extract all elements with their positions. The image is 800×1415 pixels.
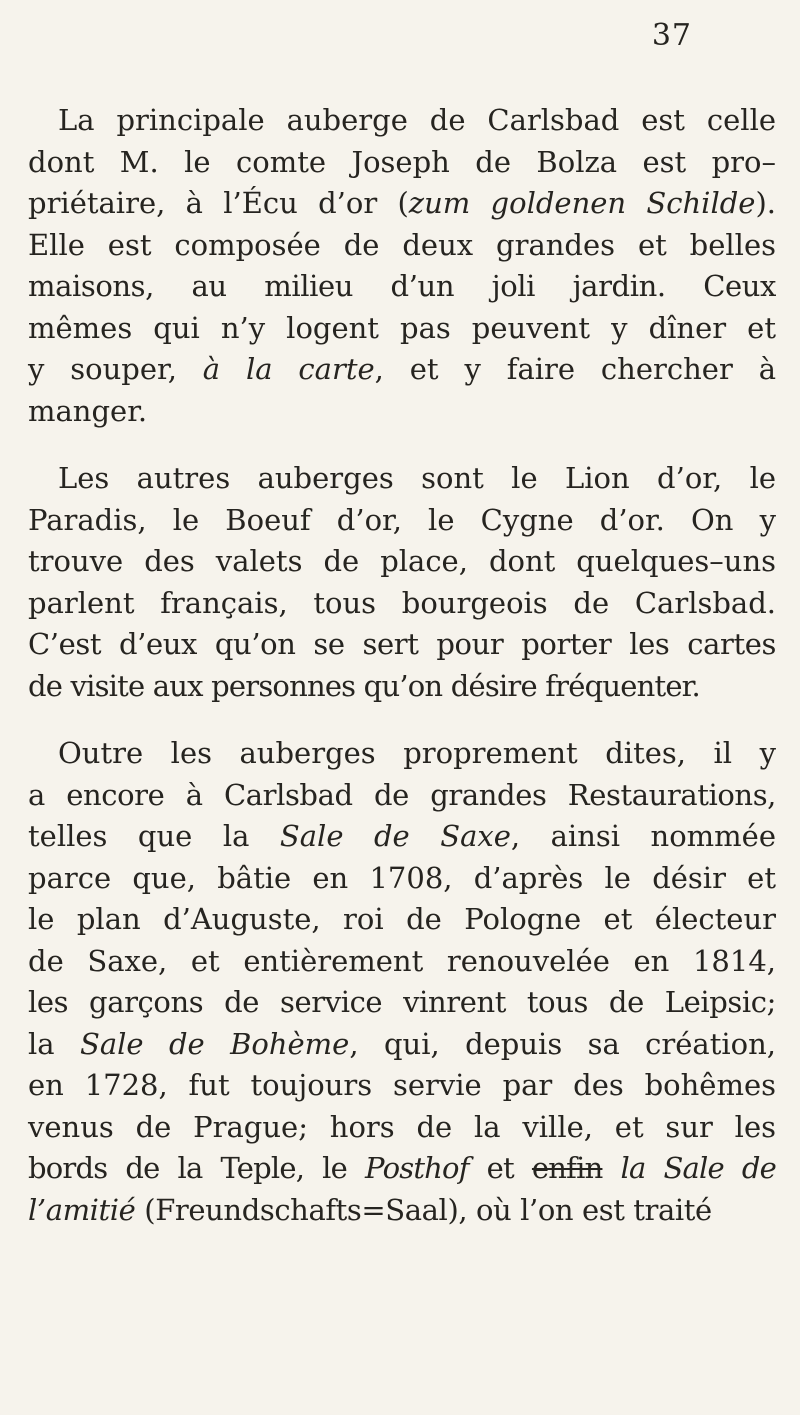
text-run: et xyxy=(468,1151,532,1185)
text-line xyxy=(28,458,776,500)
text-line xyxy=(28,775,776,817)
text-run: Elle est composée de deux grandes et belles xyxy=(28,227,776,262)
text-run: La principale auberge de Carlsbad est celle xyxy=(58,103,776,137)
italic-text: Posthof xyxy=(365,1151,469,1185)
struck-text: enfin xyxy=(531,1151,603,1185)
text-run: priétaire, à l’Écu d’or ( xyxy=(28,186,409,220)
page-number: 37 xyxy=(651,18,692,53)
text-run: ), où l’on est traité xyxy=(447,1192,712,1227)
text-run xyxy=(602,1151,620,1185)
text-line xyxy=(28,1024,776,1066)
text-run: manger. xyxy=(28,393,148,428)
text-line xyxy=(28,666,776,708)
text-run: les garçons de service vinrent tous de Leipsic; xyxy=(28,985,776,1019)
text-line xyxy=(28,225,776,267)
text-run: , ainsi nommée xyxy=(510,819,776,853)
italic-text: la Sale de xyxy=(620,1151,777,1185)
text-run: , qui, depuis sa création, xyxy=(349,1026,776,1061)
text-run: parce que, bâtie en 1708, d’après le désir et xyxy=(28,860,776,895)
text-line xyxy=(28,899,776,941)
text-run: venus de Prague; hors de la ville, et sur les xyxy=(28,1109,776,1144)
text-line xyxy=(28,100,776,142)
text-run: ( xyxy=(135,1192,156,1227)
text-run: y souper, xyxy=(28,352,203,386)
text-run: maisons, au milieu d’un joli jardin. Ceux xyxy=(28,269,776,303)
text-line xyxy=(28,1107,776,1149)
text-line xyxy=(28,391,776,433)
text-line xyxy=(28,183,776,225)
text-line xyxy=(28,500,776,542)
italic-text: zum goldenen Schilde xyxy=(408,186,756,220)
text-line xyxy=(28,541,776,583)
text-line xyxy=(28,308,776,350)
text-line xyxy=(28,349,776,391)
text-line xyxy=(28,941,776,983)
text-line xyxy=(28,1190,776,1232)
text-run: en 1728, fut toujours servie par des bohêmes xyxy=(28,1068,776,1102)
text-run: mêmes qui n’y logent pas peuvent y dîner et xyxy=(28,310,776,345)
body-text xyxy=(28,100,776,1257)
text-line xyxy=(28,1065,776,1107)
paragraph xyxy=(28,458,776,707)
text-run: telles que la xyxy=(28,819,280,853)
text-run: de Saxe, et entièrement renouvelée en 1814, xyxy=(28,943,776,978)
text-line xyxy=(28,858,776,900)
text-line xyxy=(28,583,776,625)
text-line xyxy=(28,816,776,858)
italic-text: à la carte xyxy=(202,352,375,386)
text-run: a encore à Carlsbad de grandes Restaurations, xyxy=(28,777,776,812)
text-line xyxy=(28,624,776,666)
text-line xyxy=(28,266,776,308)
italic-text: Sale de Bohème xyxy=(79,1026,350,1061)
text-run: Freundschafts=Saal xyxy=(155,1192,448,1227)
text-line xyxy=(28,142,776,184)
text-run: C’est d’eux qu’on se sert pour porter les cartes xyxy=(28,627,776,661)
text-run: parlent français, tous bourgeois de Carlsbad. xyxy=(28,585,776,620)
text-run: le plan d’Auguste, roi de Pologne et électeur xyxy=(28,902,776,936)
text-line xyxy=(28,1148,776,1190)
text-run: la xyxy=(28,1026,80,1061)
text-run: de visite aux personnes qu’on désire fréquenter. xyxy=(28,668,700,703)
text-run: Les autres auberges sont le Lion d’or, le xyxy=(58,461,776,495)
text-run: trouve des valets de place, dont quelques–uns xyxy=(28,544,776,578)
paragraph xyxy=(28,733,776,1231)
text-run: dont M. le comte Joseph de Bolza est pro– xyxy=(28,144,776,179)
italic-text: l’amitié xyxy=(28,1192,136,1227)
text-line xyxy=(28,982,776,1024)
text-run: Outre les auberges proprement dites, il y xyxy=(58,736,776,770)
italic-text: Sale de Saxe xyxy=(279,819,511,853)
text-run: bords de la Teple, le xyxy=(28,1151,366,1185)
text-run: Paradis, le Boeuf d’or, le Cygne d’or. On y xyxy=(28,502,776,537)
paragraph xyxy=(28,100,776,432)
text-run: ). xyxy=(755,186,776,220)
text-run: , et y faire chercher à xyxy=(374,352,776,386)
text-line xyxy=(28,733,776,775)
